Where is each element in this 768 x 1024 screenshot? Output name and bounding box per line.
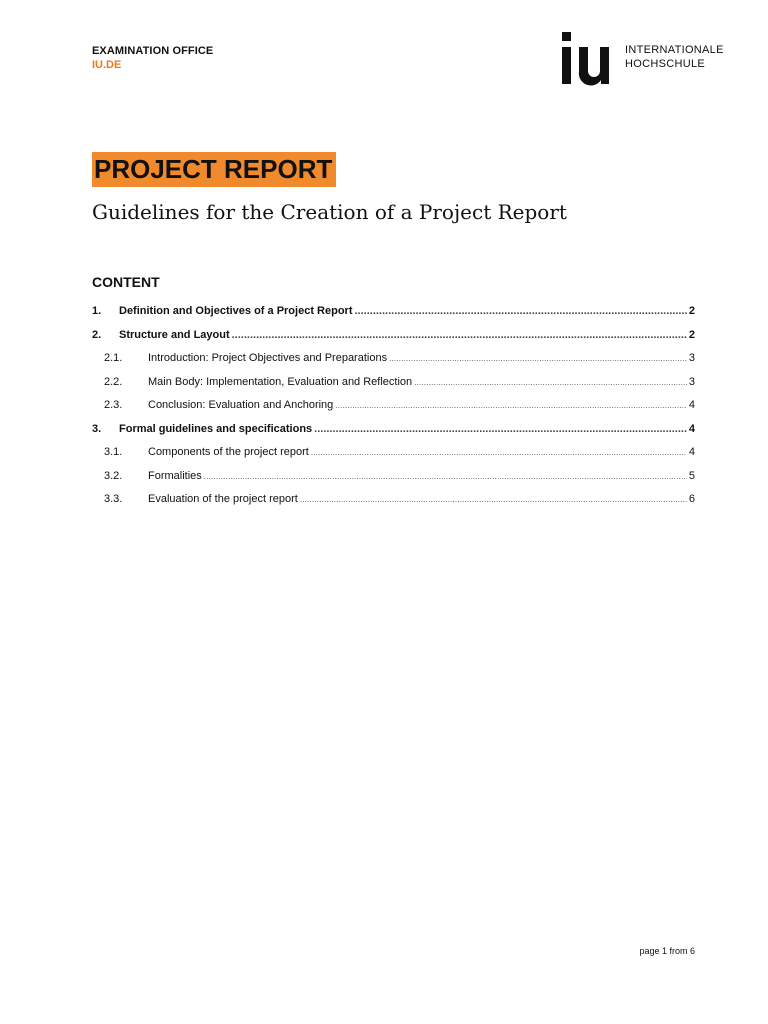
toc-entry-2-3[interactable] bbox=[92, 396, 695, 420]
toc-number: 2. bbox=[92, 328, 102, 341]
toc-page-number: 4 bbox=[688, 422, 695, 435]
toc-leader-dots bbox=[314, 420, 687, 438]
toc-page-number: 3 bbox=[688, 375, 695, 388]
toc-number: 3.2. bbox=[104, 469, 123, 482]
toc-leader-dots bbox=[354, 302, 686, 320]
toc-entry-3[interactable] bbox=[92, 420, 695, 444]
toc-number: 2.1. bbox=[104, 352, 123, 364]
toc-title: Conclusion: Evaluation and Anchoring bbox=[148, 399, 334, 411]
toc-leader-dots bbox=[232, 326, 687, 344]
toc-number: 1. bbox=[92, 305, 102, 317]
toc-number: 2.3. bbox=[104, 399, 123, 411]
toc-page-number: 4 bbox=[688, 399, 695, 411]
toc-entry-3-2[interactable] bbox=[92, 467, 695, 491]
toc-number: 3. bbox=[92, 422, 102, 435]
toc-number: 3.3. bbox=[104, 493, 123, 505]
toc-entry-3-3[interactable] bbox=[92, 490, 695, 514]
toc-number: 2.2. bbox=[104, 375, 123, 388]
document-title: PROJECT REPORT bbox=[92, 152, 336, 187]
toc-leader-dots bbox=[335, 397, 687, 415]
toc-entry-1[interactable] bbox=[92, 302, 695, 326]
toc-entry-2-1[interactable] bbox=[92, 349, 695, 373]
page-number-footer: page 1 from 6 bbox=[639, 946, 695, 956]
toc-page-number: 5 bbox=[688, 469, 695, 482]
toc-title: Formalities bbox=[148, 469, 202, 482]
document-subtitle: Guidelines for the Creation of a Project Report bbox=[92, 200, 567, 224]
toc-page-number: 3 bbox=[688, 352, 695, 364]
logo-wordmark bbox=[625, 43, 724, 71]
toc-entry-2-2[interactable] bbox=[92, 373, 695, 397]
toc-title: Definition and Objectives of a Project Report bbox=[119, 305, 353, 317]
iu-logo-icon bbox=[560, 30, 620, 86]
office-name: EXAMINATION OFFICE bbox=[92, 45, 214, 57]
logo-line-2: HOCHSCHULE bbox=[625, 58, 706, 70]
toc-title: Formal guidelines and specifications bbox=[119, 422, 313, 435]
toc-leader-dots bbox=[204, 468, 687, 486]
logo-line-1: INTERNATIONALE bbox=[625, 44, 724, 56]
toc-title: Introduction: Project Objectives and Preparations bbox=[148, 352, 388, 364]
toc-page-number: 6 bbox=[688, 493, 695, 505]
toc-page-number: 2 bbox=[688, 305, 695, 317]
toc-leader-dots bbox=[414, 374, 687, 392]
toc-entry-3-1[interactable] bbox=[92, 443, 695, 467]
toc-title: Structure and Layout bbox=[119, 328, 230, 341]
toc-page-number: 2 bbox=[688, 328, 695, 341]
toc-entry-2[interactable] bbox=[92, 326, 695, 350]
toc-leader-dots bbox=[389, 350, 687, 368]
toc-leader-dots bbox=[311, 444, 687, 462]
toc-page-number: 4 bbox=[688, 446, 695, 458]
university-logo bbox=[560, 30, 730, 86]
toc-leader-dots bbox=[300, 491, 687, 509]
toc-number: 3.1. bbox=[104, 446, 123, 458]
website-link[interactable]: IU.DE bbox=[92, 59, 122, 71]
toc-title: Components of the project report bbox=[148, 446, 309, 458]
toc-title: Main Body: Implementation, Evaluation and Reflection bbox=[148, 375, 413, 388]
toc-title: Evaluation of the project report bbox=[148, 493, 298, 505]
header-office-block bbox=[92, 44, 213, 72]
table-of-contents bbox=[92, 302, 695, 514]
toc-heading: CONTENT bbox=[92, 274, 160, 290]
